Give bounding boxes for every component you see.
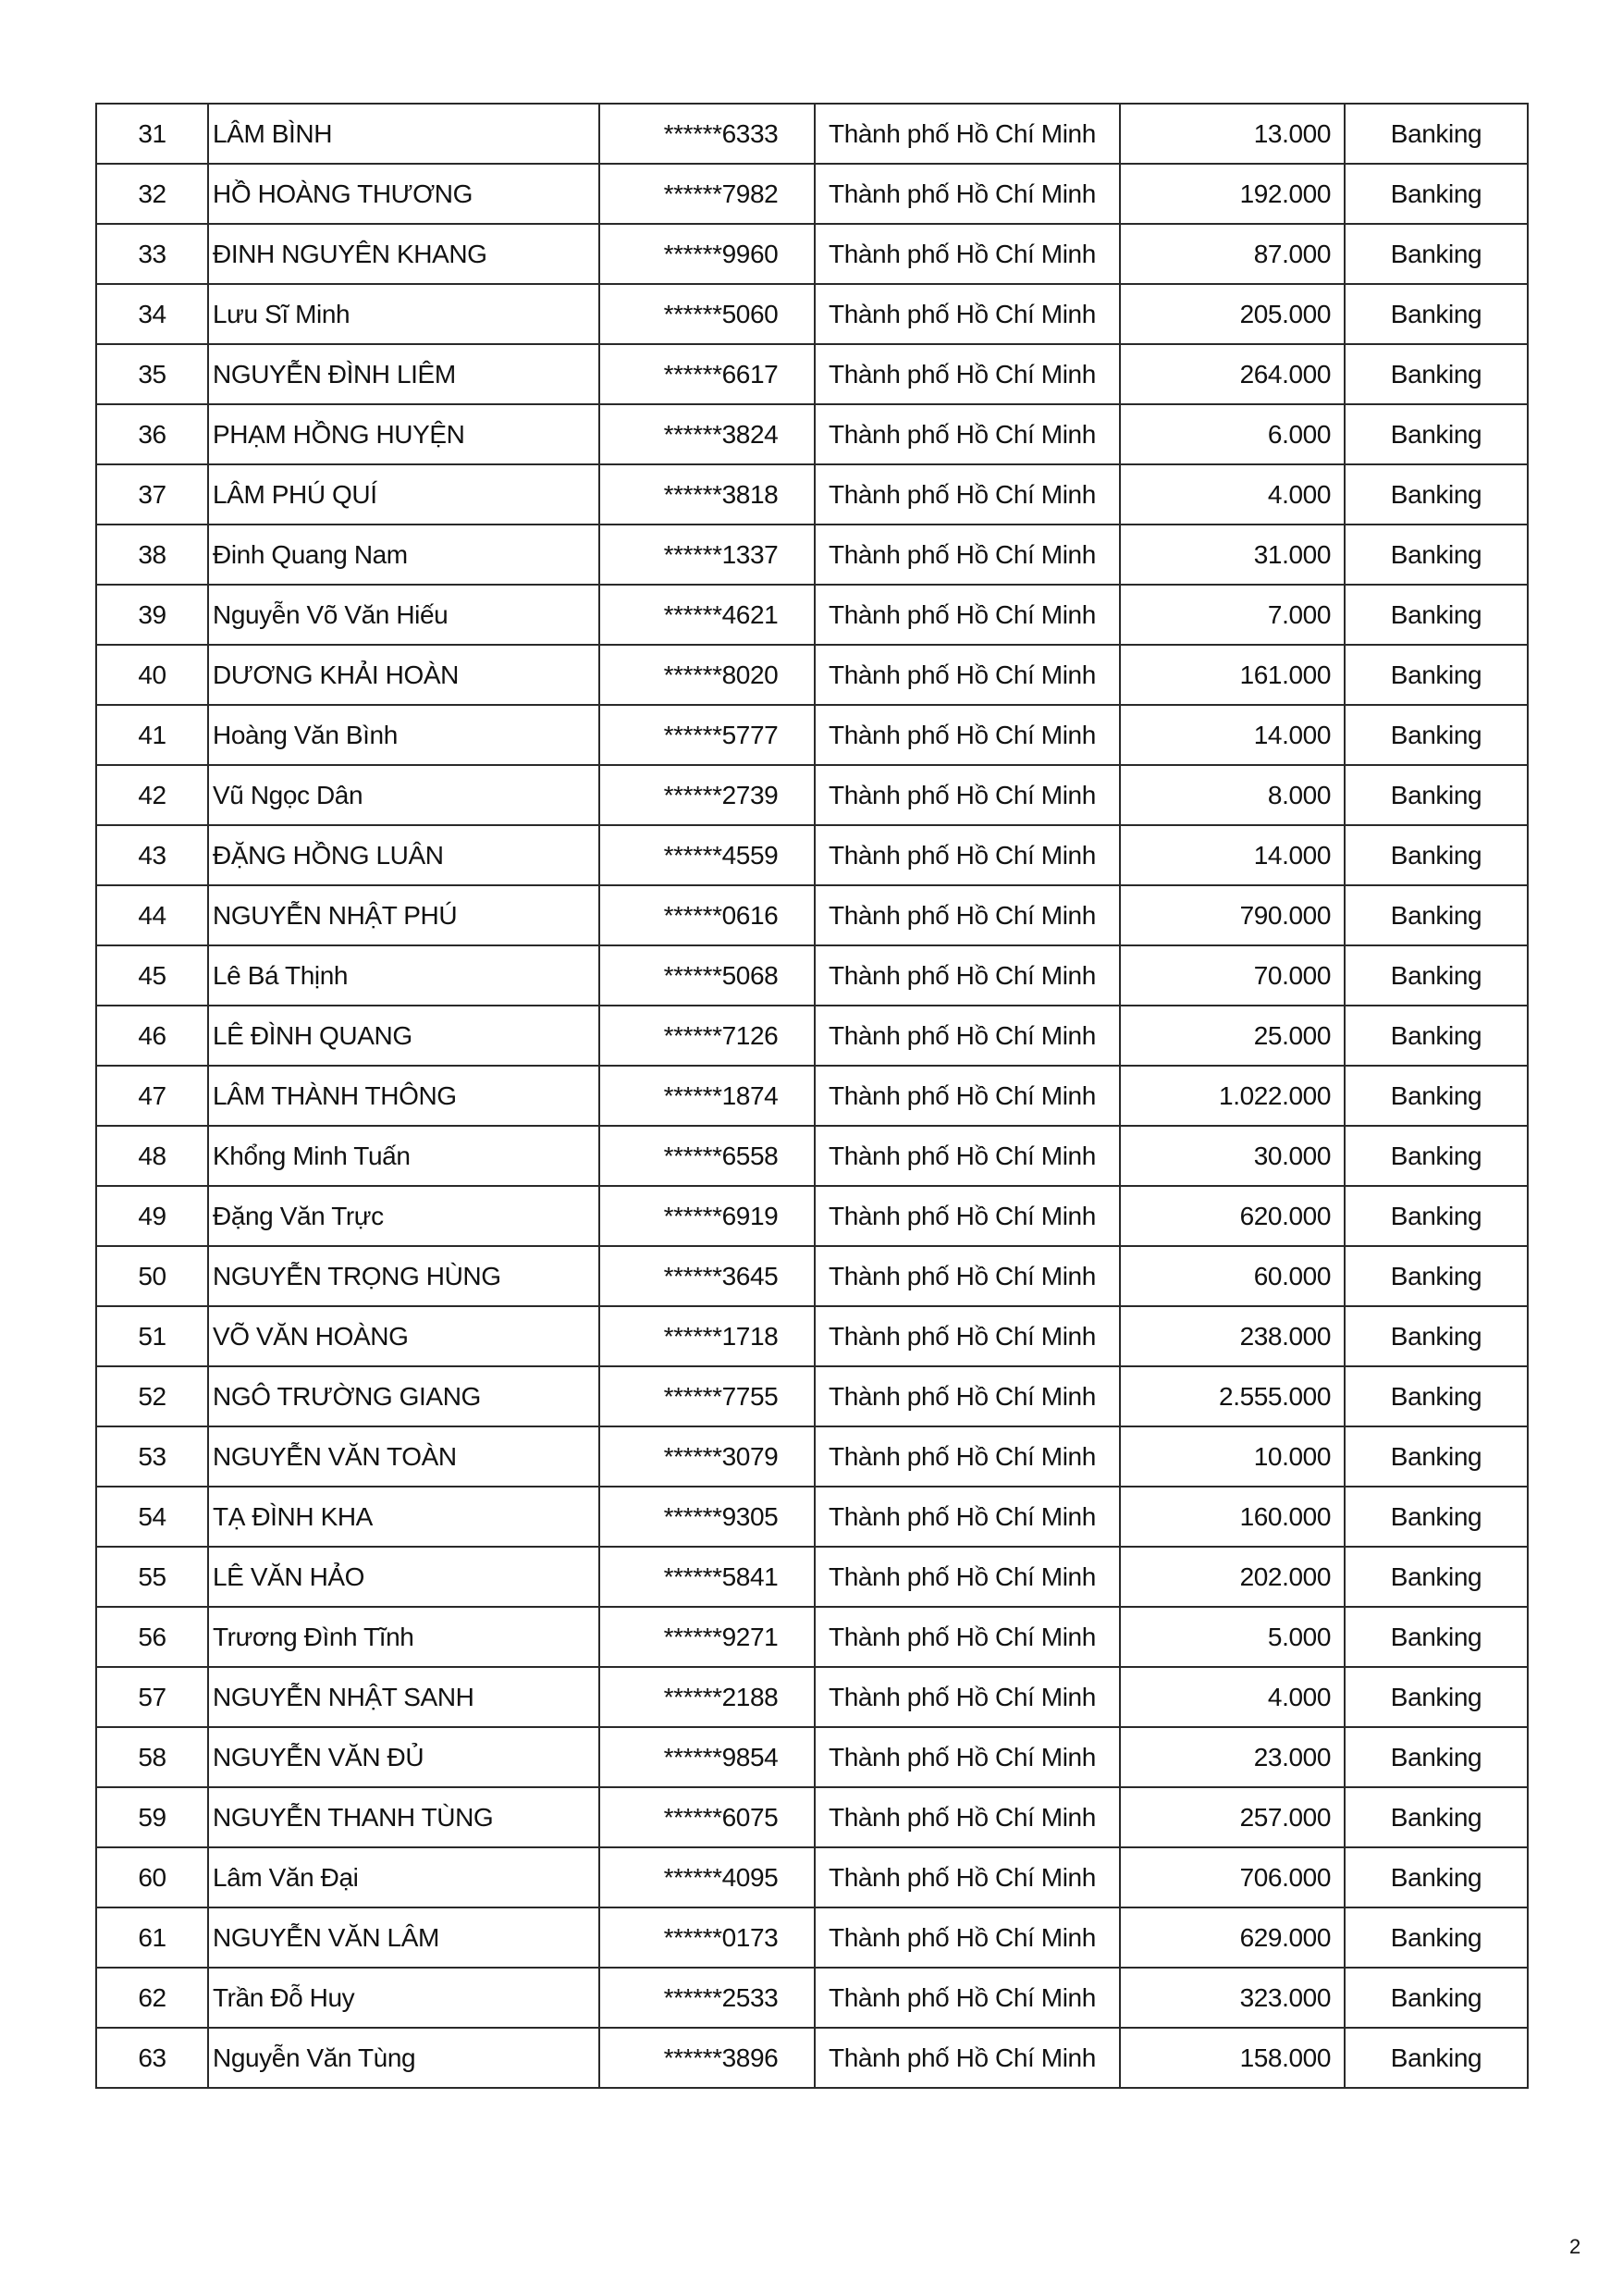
donor-city: Thành phố Hồ Chí Minh [815, 1907, 1120, 1968]
table-row [96, 1787, 1528, 1847]
account-number: ******3079 [599, 1426, 815, 1487]
donor-city: Thành phố Hồ Chí Minh [815, 1366, 1120, 1426]
account-number: ******3824 [599, 404, 815, 464]
account-number: ******7126 [599, 1006, 815, 1066]
row-number: 51 [96, 1306, 208, 1366]
account-number: ******1337 [599, 525, 815, 585]
payment-method: Banking [1345, 2028, 1528, 2088]
payment-method: Banking [1345, 1246, 1528, 1306]
donation-amount: 158.000 [1120, 2028, 1345, 2088]
row-number: 50 [96, 1246, 208, 1306]
payment-method: Banking [1345, 1366, 1528, 1426]
payment-method: Banking [1345, 1006, 1528, 1066]
donation-amount: 160.000 [1120, 1487, 1345, 1547]
donor-city: Thành phố Hồ Chí Minh [815, 1667, 1120, 1727]
donation-amount: 205.000 [1120, 284, 1345, 344]
table-row [96, 224, 1528, 284]
row-number: 53 [96, 1426, 208, 1487]
payment-method: Banking [1345, 1426, 1528, 1487]
row-number: 57 [96, 1667, 208, 1727]
donor-name: NGUYỄN ĐÌNH LIÊM [208, 344, 599, 404]
table-row [96, 1126, 1528, 1186]
account-number: ******4621 [599, 585, 815, 645]
donation-amount: 5.000 [1120, 1607, 1345, 1667]
donation-amount: 161.000 [1120, 645, 1345, 705]
page-number: 2 [1569, 2235, 1581, 2258]
donation-amount: 257.000 [1120, 1787, 1345, 1847]
table-row [96, 1066, 1528, 1126]
donor-name: NGUYỄN VĂN TOÀN [208, 1426, 599, 1487]
account-number: ******4095 [599, 1847, 815, 1907]
donation-amount: 323.000 [1120, 1968, 1345, 2028]
account-number: ******5068 [599, 945, 815, 1006]
donor-city: Thành phố Hồ Chí Minh [815, 2028, 1120, 2088]
donor-name: LÊ ĐÌNH QUANG [208, 1006, 599, 1066]
row-number: 33 [96, 224, 208, 284]
row-number: 37 [96, 464, 208, 525]
account-number: ******7982 [599, 164, 815, 224]
row-number: 38 [96, 525, 208, 585]
donation-amount: 706.000 [1120, 1847, 1345, 1907]
donor-name: NGUYỄN VĂN LÂM [208, 1907, 599, 1968]
donor-name: ĐẶNG HỒNG LUÂN [208, 825, 599, 885]
table-row [96, 1968, 1528, 2028]
row-number: 31 [96, 104, 208, 164]
table-row [96, 585, 1528, 645]
donation-amount: 620.000 [1120, 1186, 1345, 1246]
payment-method: Banking [1345, 1306, 1528, 1366]
account-number: ******2188 [599, 1667, 815, 1727]
donation-amount: 23.000 [1120, 1727, 1345, 1787]
row-number: 36 [96, 404, 208, 464]
donation-amount: 14.000 [1120, 705, 1345, 765]
donor-name: LÂM PHÚ QUÍ [208, 464, 599, 525]
donor-city: Thành phố Hồ Chí Minh [815, 1847, 1120, 1907]
payment-method: Banking [1345, 945, 1528, 1006]
donor-name: NGUYỄN THANH TÙNG [208, 1787, 599, 1847]
donor-name: NGUYỄN NHẬT SANH [208, 1667, 599, 1727]
donor-city: Thành phố Hồ Chí Minh [815, 1787, 1120, 1847]
account-number: ******6617 [599, 344, 815, 404]
donation-amount: 60.000 [1120, 1246, 1345, 1306]
donation-amount: 4.000 [1120, 464, 1345, 525]
donor-city: Thành phố Hồ Chí Minh [815, 645, 1120, 705]
table-row [96, 705, 1528, 765]
donor-name: Đinh Quang Nam [208, 525, 599, 585]
account-number: ******0616 [599, 885, 815, 945]
donor-name: LÊ VĂN HẢO [208, 1547, 599, 1607]
donor-city: Thành phố Hồ Chí Minh [815, 1727, 1120, 1787]
donor-city: Thành phố Hồ Chí Minh [815, 1547, 1120, 1607]
account-number: ******5777 [599, 705, 815, 765]
donor-name: Trương Đình Tĩnh [208, 1607, 599, 1667]
donor-name: PHẠM HỒNG HUYỆN [208, 404, 599, 464]
donation-amount: 202.000 [1120, 1547, 1345, 1607]
account-number: ******7755 [599, 1366, 815, 1426]
donor-city: Thành phố Hồ Chí Minh [815, 344, 1120, 404]
payment-method: Banking [1345, 1186, 1528, 1246]
payment-method: Banking [1345, 1547, 1528, 1607]
payment-method: Banking [1345, 1487, 1528, 1547]
donation-amount: 4.000 [1120, 1667, 1345, 1727]
donor-name: Nguyễn Văn Tùng [208, 2028, 599, 2088]
payment-method: Banking [1345, 404, 1528, 464]
donor-name: HỒ HOÀNG THƯƠNG [208, 164, 599, 224]
row-number: 58 [96, 1727, 208, 1787]
donor-city: Thành phố Hồ Chí Minh [815, 284, 1120, 344]
donation-amount: 1.022.000 [1120, 1066, 1345, 1126]
donor-city: Thành phố Hồ Chí Minh [815, 404, 1120, 464]
donation-amount: 2.555.000 [1120, 1366, 1345, 1426]
table-row [96, 1426, 1528, 1487]
donor-name: Hoàng Văn Bình [208, 705, 599, 765]
payment-method: Banking [1345, 525, 1528, 585]
donor-city: Thành phố Hồ Chí Minh [815, 705, 1120, 765]
row-number: 32 [96, 164, 208, 224]
row-number: 44 [96, 885, 208, 945]
account-number: ******5841 [599, 1547, 815, 1607]
donor-name: Đặng Văn Trực [208, 1186, 599, 1246]
table-row [96, 945, 1528, 1006]
donation-amount: 238.000 [1120, 1306, 1345, 1366]
donation-amount: 70.000 [1120, 945, 1345, 1006]
row-number: 34 [96, 284, 208, 344]
donation-amount: 7.000 [1120, 585, 1345, 645]
payment-method: Banking [1345, 284, 1528, 344]
donor-city: Thành phố Hồ Chí Minh [815, 224, 1120, 284]
donation-amount: 10.000 [1120, 1426, 1345, 1487]
payment-method: Banking [1345, 344, 1528, 404]
donor-city: Thành phố Hồ Chí Minh [815, 1006, 1120, 1066]
account-number: ******6919 [599, 1186, 815, 1246]
table-row [96, 1366, 1528, 1426]
payment-method: Banking [1345, 224, 1528, 284]
payment-method: Banking [1345, 1607, 1528, 1667]
table-row [96, 1006, 1528, 1066]
donor-city: Thành phố Hồ Chí Minh [815, 945, 1120, 1006]
donor-name: NGUYỄN NHẬT PHÚ [208, 885, 599, 945]
payment-method: Banking [1345, 765, 1528, 825]
payment-method: Banking [1345, 104, 1528, 164]
row-number: 47 [96, 1066, 208, 1126]
table-row [96, 1907, 1528, 1968]
table-row [96, 1246, 1528, 1306]
donor-city: Thành phố Hồ Chí Minh [815, 104, 1120, 164]
table-body [96, 104, 1528, 2088]
donor-name: TẠ ĐÌNH KHA [208, 1487, 599, 1547]
table-row [96, 104, 1528, 164]
donation-amount: 25.000 [1120, 1006, 1345, 1066]
donor-name: DƯƠNG KHẢI HOÀN [208, 645, 599, 705]
donor-name: Trần Đỗ Huy [208, 1968, 599, 2028]
row-number: 35 [96, 344, 208, 404]
donor-name: Khổng Minh Tuấn [208, 1126, 599, 1186]
row-number: 61 [96, 1907, 208, 1968]
donor-city: Thành phố Hồ Chí Minh [815, 164, 1120, 224]
table-row [96, 1487, 1528, 1547]
table-row [96, 1847, 1528, 1907]
table-row [96, 525, 1528, 585]
donor-city: Thành phố Hồ Chí Minh [815, 1066, 1120, 1126]
table-row [96, 1186, 1528, 1246]
donation-amount: 30.000 [1120, 1126, 1345, 1186]
table-row [96, 2028, 1528, 2088]
donor-city: Thành phố Hồ Chí Minh [815, 1426, 1120, 1487]
account-number: ******3818 [599, 464, 815, 525]
donor-name: Lê Bá Thịnh [208, 945, 599, 1006]
donor-name: NGÔ TRƯỜNG GIANG [208, 1366, 599, 1426]
payment-method: Banking [1345, 1968, 1528, 2028]
payment-method: Banking [1345, 1126, 1528, 1186]
payment-method: Banking [1345, 1727, 1528, 1787]
donation-amount: 6.000 [1120, 404, 1345, 464]
account-number: ******6558 [599, 1126, 815, 1186]
payment-method: Banking [1345, 464, 1528, 525]
table-row [96, 1727, 1528, 1787]
row-number: 56 [96, 1607, 208, 1667]
row-number: 39 [96, 585, 208, 645]
donor-city: Thành phố Hồ Chí Minh [815, 1186, 1120, 1246]
donor-city: Thành phố Hồ Chí Minh [815, 1306, 1120, 1366]
table-row [96, 825, 1528, 885]
donor-city: Thành phố Hồ Chí Minh [815, 585, 1120, 645]
table-row [96, 765, 1528, 825]
payment-method: Banking [1345, 1667, 1528, 1727]
donor-name: Lâm Văn Đại [208, 1847, 599, 1907]
table-row [96, 464, 1528, 525]
account-number: ******6075 [599, 1787, 815, 1847]
donor-name: Nguyễn Võ Văn Hiếu [208, 585, 599, 645]
table-row [96, 344, 1528, 404]
row-number: 45 [96, 945, 208, 1006]
donation-amount: 192.000 [1120, 164, 1345, 224]
table-row [96, 1547, 1528, 1607]
row-number: 59 [96, 1787, 208, 1847]
table-row [96, 1667, 1528, 1727]
donor-city: Thành phố Hồ Chí Minh [815, 464, 1120, 525]
donor-city: Thành phố Hồ Chí Minh [815, 525, 1120, 585]
table-row [96, 284, 1528, 344]
row-number: 46 [96, 1006, 208, 1066]
account-number: ******9271 [599, 1607, 815, 1667]
row-number: 55 [96, 1547, 208, 1607]
account-number: ******2533 [599, 1968, 815, 2028]
account-number: ******4559 [599, 825, 815, 885]
row-number: 43 [96, 825, 208, 885]
account-number: ******9305 [599, 1487, 815, 1547]
donor-city: Thành phố Hồ Chí Minh [815, 765, 1120, 825]
account-number: ******3645 [599, 1246, 815, 1306]
donor-city: Thành phố Hồ Chí Minh [815, 885, 1120, 945]
payment-method: Banking [1345, 585, 1528, 645]
account-number: ******9854 [599, 1727, 815, 1787]
donor-name: Vũ Ngọc Dân [208, 765, 599, 825]
account-number: ******6333 [599, 104, 815, 164]
donation-amount: 87.000 [1120, 224, 1345, 284]
account-number: ******9960 [599, 224, 815, 284]
account-number: ******1718 [599, 1306, 815, 1366]
payment-method: Banking [1345, 705, 1528, 765]
table-row [96, 885, 1528, 945]
account-number: ******1874 [599, 1066, 815, 1126]
donor-city: Thành phố Hồ Chí Minh [815, 1126, 1120, 1186]
payment-method: Banking [1345, 1787, 1528, 1847]
donor-city: Thành phố Hồ Chí Minh [815, 1968, 1120, 2028]
table-row [96, 1306, 1528, 1366]
payment-method: Banking [1345, 164, 1528, 224]
donor-name: VÕ VĂN HOÀNG [208, 1306, 599, 1366]
row-number: 60 [96, 1847, 208, 1907]
row-number: 48 [96, 1126, 208, 1186]
payment-method: Banking [1345, 1907, 1528, 1968]
row-number: 42 [96, 765, 208, 825]
donor-name: NGUYỄN TRỌNG HÙNG [208, 1246, 599, 1306]
donation-amount: 790.000 [1120, 885, 1345, 945]
account-number: ******3896 [599, 2028, 815, 2088]
table-row [96, 164, 1528, 224]
account-number: ******0173 [599, 1907, 815, 1968]
donor-city: Thành phố Hồ Chí Minh [815, 1607, 1120, 1667]
account-number: ******8020 [599, 645, 815, 705]
table-row [96, 645, 1528, 705]
row-number: 62 [96, 1968, 208, 2028]
donation-amount: 13.000 [1120, 104, 1345, 164]
row-number: 63 [96, 2028, 208, 2088]
donor-name: NGUYỄN VĂN ĐỦ [208, 1727, 599, 1787]
donation-amount: 14.000 [1120, 825, 1345, 885]
payment-method: Banking [1345, 1066, 1528, 1126]
row-number: 40 [96, 645, 208, 705]
donation-amount: 8.000 [1120, 765, 1345, 825]
payment-method: Banking [1345, 825, 1528, 885]
donor-name: LÂM BÌNH [208, 104, 599, 164]
donation-amount: 31.000 [1120, 525, 1345, 585]
payment-method: Banking [1345, 885, 1528, 945]
table-row [96, 404, 1528, 464]
donor-name: LÂM THÀNH THÔNG [208, 1066, 599, 1126]
payment-method: Banking [1345, 1847, 1528, 1907]
donation-amount: 264.000 [1120, 344, 1345, 404]
payment-method: Banking [1345, 645, 1528, 705]
row-number: 52 [96, 1366, 208, 1426]
donation-table [95, 103, 1529, 2089]
row-number: 54 [96, 1487, 208, 1547]
table-row [96, 1607, 1528, 1667]
donor-name: Lưu Sĩ Minh [208, 284, 599, 344]
account-number: ******2739 [599, 765, 815, 825]
donor-city: Thành phố Hồ Chí Minh [815, 1487, 1120, 1547]
account-number: ******5060 [599, 284, 815, 344]
row-number: 41 [96, 705, 208, 765]
donor-name: ĐINH NGUYÊN KHANG [208, 224, 599, 284]
donation-amount: 629.000 [1120, 1907, 1345, 1968]
row-number: 49 [96, 1186, 208, 1246]
donor-city: Thành phố Hồ Chí Minh [815, 1246, 1120, 1306]
donor-city: Thành phố Hồ Chí Minh [815, 825, 1120, 885]
